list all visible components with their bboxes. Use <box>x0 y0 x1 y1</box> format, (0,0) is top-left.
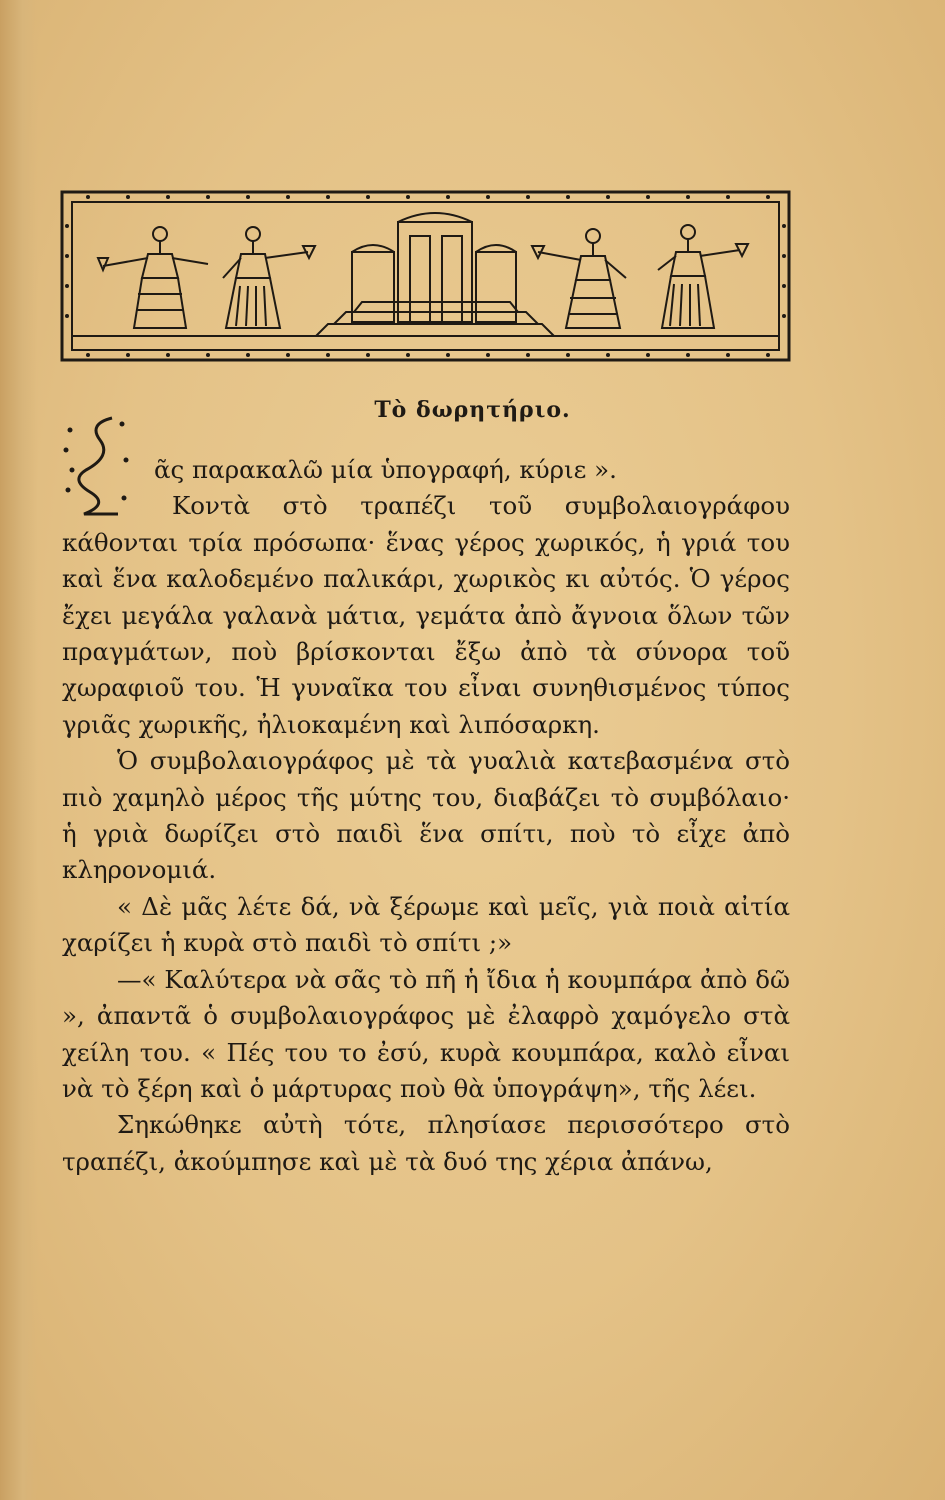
paragraph: « Δὲ μᾶς λέτε δά, νὰ ξέρωμε καὶ μεῖς, γιὰ ποιὰ αἰτία χαρίζει ἡ κυρὰ στὸ παιδὶ τὸ σπίτι ;» <box>62 891 790 958</box>
paragraph: —« Καλύτερα νὰ σᾶς τὸ πῆ ἡ ἴδια ἡ κουμπάρα ἀπὸ δῶ », ἀπαντᾶ ὁ συμβολαιογράφος μὲ ἐλαφρὸ χαμόγελο στὰ χείλη του. « Πές του το ἐσύ, κυρὰ κουμπάρα, καλὸ εἶναι νὰ τὸ ξέρη καὶ ὁ μάρτυρας ποὺ θὰ ὑπογράψη», τῆς λέει. <box>62 964 790 1103</box>
paragraph: Κοντὰ στὸ τραπέζι τοῦ συμβολαιογράφου κάθονται τρία πρόσωπα· ἕνας γέρος χωρικός, ἡ γριά του καὶ ἕνα καλοδεμένο παλικάρι, χωρικὸς κι αὐτός. Ὁ γέρος ἔχει μεγάλα γαλανὰ μάτια, γεμάτα ἀπὸ ἄγνοια ὅλων τῶν πραγμάτων, ποὺ βρίσκονται ἔξω ἀπὸ τὰ σύνορα τοῦ χωραφιοῦ του. Ἡ γυναῖκα του εἶναι συνηθισμένος τύπος γριᾶς χωρικῆς, ἠλιοκαμένη καὶ λιπόσαρκη. <box>62 491 790 739</box>
body-text <box>62 452 790 1180</box>
paragraph: ᾶς παρακαλῶ μία ὑπογραφή, κύριε ». <box>154 455 617 484</box>
paragraph: Σηκώθηκε αὐτὴ τότε, πλησίασε περισσότερο στὸ τραπέζι, ἀκούμπησε καὶ μὲ τὰ δυό της χέρια ἀπάνω, <box>62 1110 790 1176</box>
book-spine-shadow <box>0 0 38 1500</box>
paragraph: Ὁ συμβολαιογράφος μὲ τὰ γυαλιὰ κατεβασμένα στὸ πιὸ χαμηλὸ μέρος τῆς μύτης του, διαβάζει τὸ συμβόλαιο· ἡ γριὰ δωρίζει στὸ παιδὶ ἕνα σπίτι, ποὺ τὸ εἶχε ἀπὸ κληρονομιά. <box>62 746 790 885</box>
chapter-title: Τὸ δωρητήριο. <box>374 397 571 423</box>
decorative-banner <box>58 186 793 370</box>
